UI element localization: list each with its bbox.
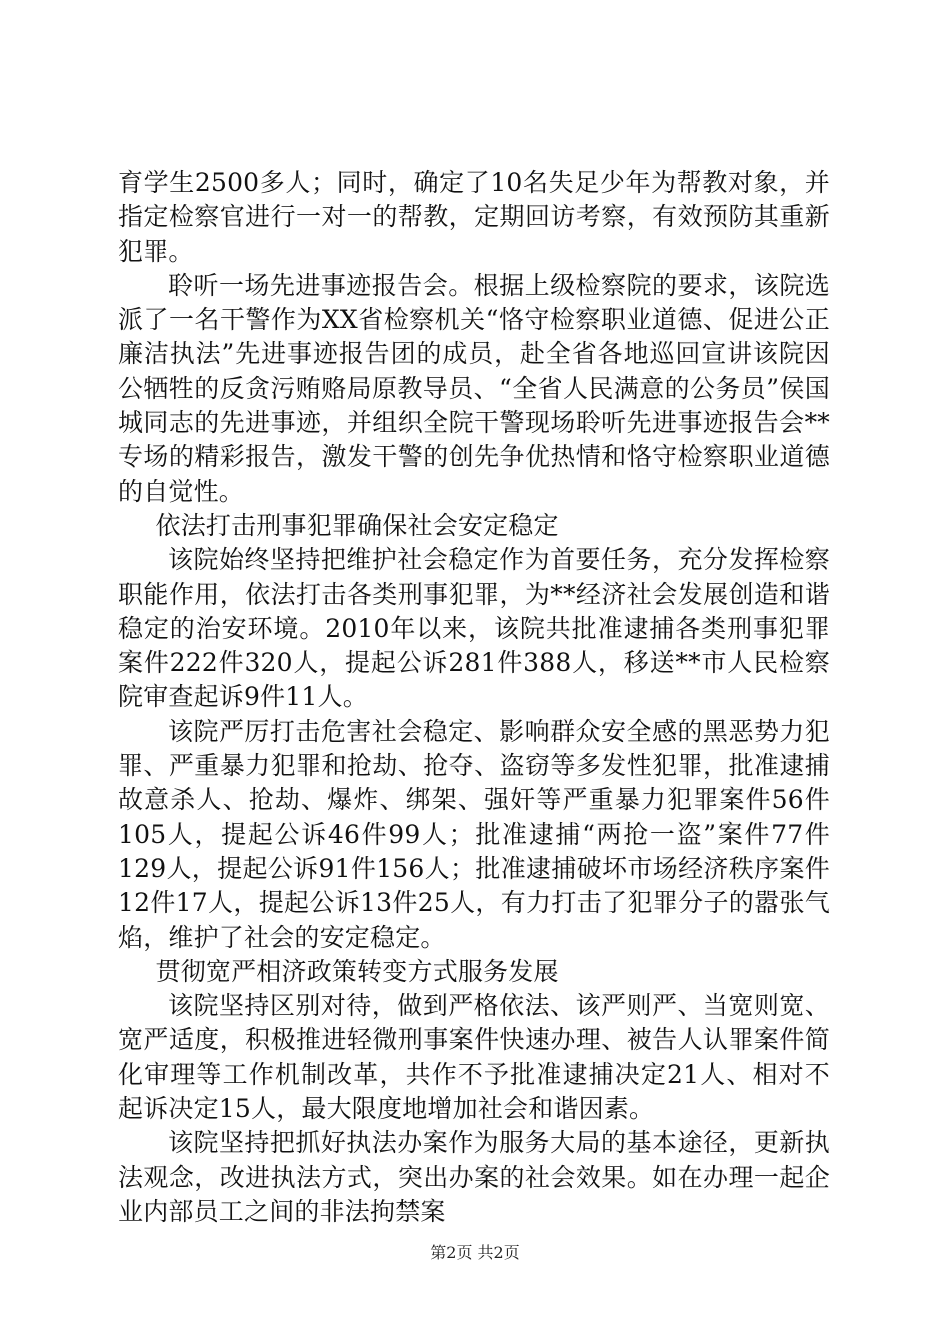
paragraph-social-stability: 该院始终坚持把维护社会稳定作为首要任务，充分发挥检察职能作用，依法打击各类刑事犯罪，为**经济社会发展创造和谐稳定的治安环境。2010年以来，该院共批准逮捕各类刑事犯罪案件222件320人，提起公诉281件388人，移送**市人民检察院审查起诉9件11人。 — [118, 545, 830, 712]
paragraph-violent-crime: 该院严厉打击危害社会稳定、影响群众安全感的黑恶势力犯罪、严重暴力犯罪和抢劫、抢夺、盗窃等多发性犯罪，批准逮捕故意杀人、抢劫、爆炸、绑架、强奸等严重暴力犯罪案件56件105人，提起公诉46件99人；批准逮捕“两抢一盗”案件77件129人，提起公诉91件156人；批准逮捕破坏市场经济秩序案件12件17人，提起公诉13件25人，有力打击了犯罪分子的嚣张气焰，维护了社会的安定稳定。 — [118, 716, 830, 952]
section-heading-crime-crackdown: 依法打击刑事犯罪确保社会安定稳定 — [155, 510, 559, 540]
document-body — [118, 166, 830, 1229]
section-heading-lenient-strict-policy: 贯彻宽严相济政策转变方式服务发展 — [155, 956, 559, 986]
page-number-label: 第2页 共2页 — [430, 1243, 520, 1262]
paragraph-law-enforcement: 该院坚持把抓好执法办案作为服务大局的基本途径，更新执法观念，改进执法方式，突出办案的社会效果。如在办理一起企业内部员工之间的非法拘禁案 — [118, 1128, 830, 1226]
paragraph-differentiated-treatment: 该院坚持区别对待，做到严格依法、该严则严、当宽则宽、宽严适度，积极推进轻微刑事案件快速办理、被告人认罪案件简化审理等工作机制改革，共作不予批准逮捕决定21人、相对不起诉决定15人，最大限度地增加社会和谐因素。 — [118, 991, 830, 1124]
paragraph-continued: 育学生2500多人；同时，确定了10名失足少年为帮教对象，并指定检察官进行一对一的帮教，定期回访考察，有效预防其重新犯罪。 — [118, 168, 830, 266]
page-footer — [0, 1243, 950, 1263]
paragraph-report-meeting: 聆听一场先进事迹报告会。根据上级检察院的要求，该院选派了一名干警作为XX省检察机关“恪守检察职业道德、促进公正廉洁执法”先进事迹报告团的成员，赴全省各地巡回宣讲该院因公牺牲的反贪污贿赂局原教导员、“全省人民满意的公务员”侯国城同志的先进事迹，并组织全院干警现场聆听先进事迹报告会**专场的精彩报告，激发干警的创先争优热情和恪守检察职业道德的自觉性。 — [118, 270, 830, 506]
